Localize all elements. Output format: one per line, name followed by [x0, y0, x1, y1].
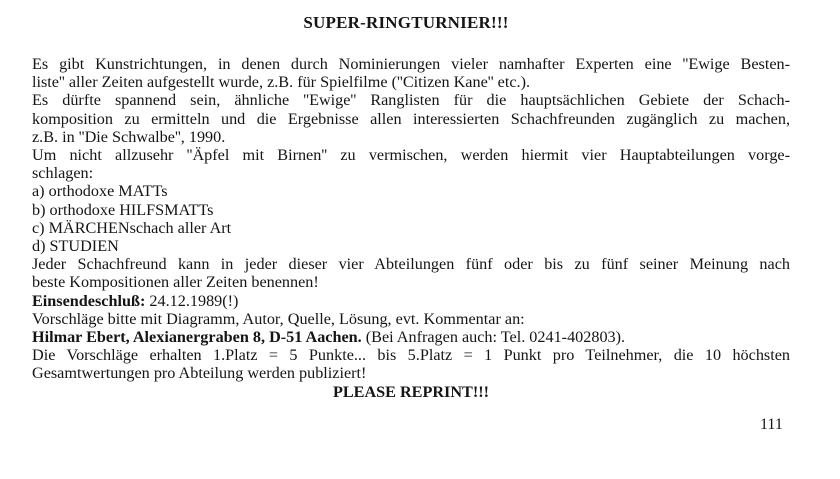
scoring-line-2: Gesamtwertungen pro Abteilung werden publiziert!	[32, 364, 367, 383]
proposal-line-3: z.B. in ''Die Schwalbe'', 1990.	[32, 127, 226, 146]
submission-line-2	[32, 328, 790, 346]
category-item: a) orthodoxe MATTs	[32, 182, 168, 201]
deadline-label: Einsendeschluß:	[32, 291, 146, 310]
category-item: b) orthodoxe HILFSMATTs	[32, 200, 214, 219]
division-intro-line-2: schlagen:	[32, 164, 94, 183]
deadline-value: 24.12.1989(!)	[145, 291, 239, 310]
submission-line-1: Vorschläge bitte mit Diagramm, Autor, Quelle, Lösung, evt. Kommentar an:	[32, 309, 525, 328]
inquiry-phone: (Bei Anfragen auch: Tel. 0241-402803).	[361, 328, 626, 347]
scoring-line-1: Die Vorschläge erhalten 1.Platz = 5 Punkte... bis 5.Platz = 1 Punkt pro Teilnehmer, die 10 höchsten	[32, 346, 790, 365]
announcement-body	[32, 55, 790, 401]
reprint-notice: PLEASE REPRINT!!!	[332, 382, 490, 401]
contact-address: Hilmar Ebert, Alexianergraben 8, D-51 Aachen.	[32, 328, 362, 347]
page-number: 111	[760, 416, 783, 433]
category-item: c) MÄRCHENschach aller Art	[32, 218, 232, 237]
category-item: d) STUDIEN	[32, 237, 119, 256]
page-title: SUPER-RINGTURNIER!!!	[303, 13, 509, 32]
instructions-line-1: Jeder Schachfreund kann in jeder dieser vier Abteilungen fünf oder bis zu fünf seiner Meinung nach	[32, 255, 790, 274]
division-intro-line-1: Um nicht allzusehr ''Äpfel mit Birnen'' zu vermischen, werden hiermit vier Hauptabteilungen vorge-	[32, 146, 790, 165]
instructions-line-2: beste Kompositionen aller Zeiten benennen!	[32, 273, 319, 292]
deadline-line	[32, 292, 790, 310]
proposal-line-2: komposition zu ermitteln und die Ergebnisse allen interessierten Schachfreunden zugänglich zu machen,	[32, 109, 790, 128]
proposal-line-1: Es dürfte spannend sein, ähnliche ''Ewige'' Ranglisten für die hauptsächlichen Gebiete der Schach-	[32, 91, 790, 110]
intro-line-2: liste'' aller Zeiten aufgestellt wurde, z.B. für Spielfilme (''Citizen Kane'' etc.).	[32, 73, 531, 92]
intro-line-1: Es gibt Kunstrichtungen, in denen durch Nominierungen vieler namhafter Experten eine ''Ewige Besten-	[32, 55, 790, 73]
